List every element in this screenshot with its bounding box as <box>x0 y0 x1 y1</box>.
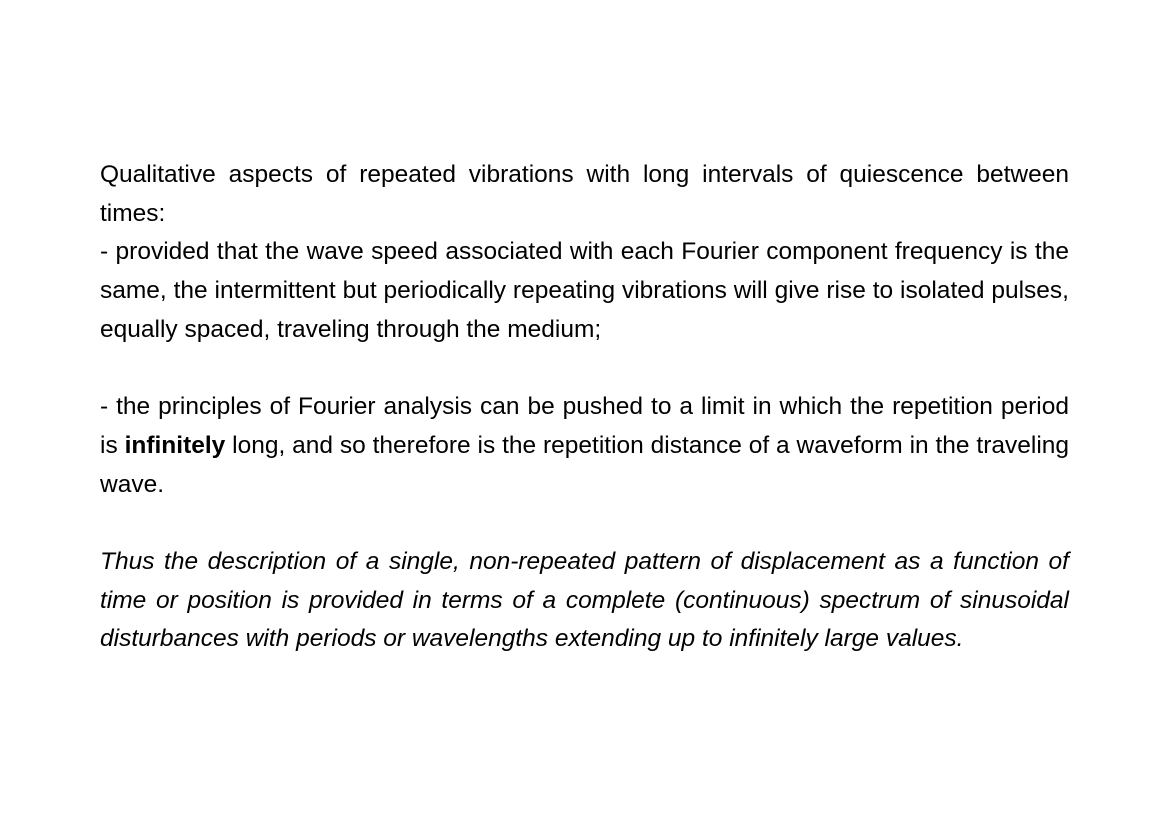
conclusion-paragraph: Thus the description of a single, non-repeated pattern of displacement as a function of time or position is provided in terms of a complete (continuous) spectrum of sinusoidal disturbances with periods or wavelengths extending up to infinitely large values. <box>100 548 1069 653</box>
bullet-fourier-limit-text-before: - the principles of Fourier analysis can be pushed to a limit in which the repetition period is <box>100 393 1069 459</box>
intro-paragraph <box>100 156 1069 233</box>
emphasis-infinitely: infinitely <box>124 431 226 459</box>
document-page <box>100 156 1069 659</box>
intro-line-1: Qualitative aspects of repeated vibrations with long intervals of quiescence between <box>100 161 1069 188</box>
paragraph-spacer <box>100 350 1069 389</box>
bullet-wave-speed: - provided that the wave speed associated with each Fourier component frequency is the same, the intermittent but periodically repeating vibrations will give rise to isolated pulses, equally spaced, traveling through the medium; <box>100 238 1069 343</box>
bullet-fourier-limit <box>100 388 1069 504</box>
paragraph-spacer <box>100 504 1069 543</box>
bullet-fourier-limit-text-after: long, and so therefore is the repetition distance of a waveform in the traveling wave. <box>100 431 1070 498</box>
intro-line-2: times: <box>100 199 166 227</box>
